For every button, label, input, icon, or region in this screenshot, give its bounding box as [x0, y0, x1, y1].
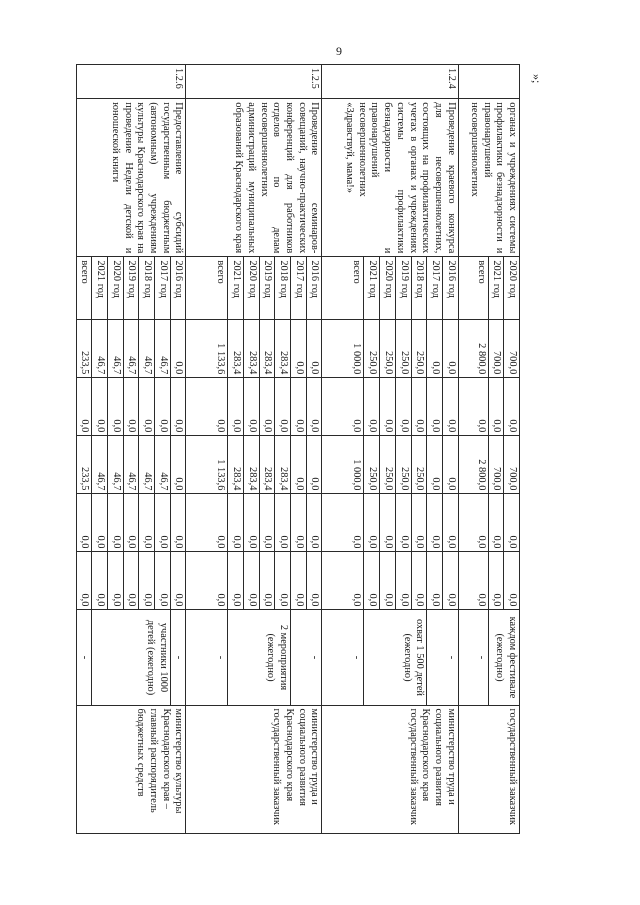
- value-other: 0,0: [259, 552, 275, 610]
- value-local: 0,0: [364, 494, 380, 552]
- value-local: 0,0: [411, 494, 427, 552]
- year-label: 2019 год: [123, 257, 139, 320]
- value-other: 0,0: [186, 552, 228, 610]
- program-activities-table: [76, 64, 520, 834]
- value-other: 0,0: [76, 552, 92, 610]
- year-label: 2018 год: [411, 257, 427, 320]
- value-other: 0,0: [488, 552, 504, 610]
- value-total: 0,0: [442, 320, 458, 378]
- year-label: 2021 год: [92, 257, 108, 320]
- table-row: [442, 65, 458, 834]
- value-regional: 283,4: [275, 436, 291, 494]
- year-label: 2021 год: [488, 257, 504, 320]
- value-other: 0,0: [228, 552, 244, 610]
- value-other: 0,0: [322, 552, 364, 610]
- value-federal: 0,0: [107, 378, 123, 436]
- value-federal: 0,0: [411, 378, 427, 436]
- item-title: Проведение семинаров-совещаний, научно-практических конференций для работников отделов по делам несовершеннолетних администраций муниципальных образований Краснодарского края: [186, 99, 322, 257]
- value-total: 0,0: [427, 320, 443, 378]
- year-label: 2016 год: [170, 257, 186, 320]
- value-other: 0,0: [155, 552, 171, 610]
- value-regional: 700,0: [488, 436, 504, 494]
- value-regional: 46,7: [92, 436, 108, 494]
- year-label: 2019 год: [259, 257, 275, 320]
- value-total: 1 000,0: [322, 320, 364, 378]
- value-total: 46,7: [155, 320, 171, 378]
- value-other: 0,0: [458, 552, 488, 610]
- item-responsible: государственный заказчик: [458, 705, 519, 833]
- value-total: 250,0: [380, 320, 396, 378]
- item-number: 1.2.4: [322, 65, 458, 99]
- value-other: 0,0: [139, 552, 155, 610]
- value-local: 0,0: [504, 494, 520, 552]
- value-other: 0,0: [244, 552, 260, 610]
- value-federal: 0,0: [76, 378, 92, 436]
- value-regional: 1 000,0: [322, 436, 364, 494]
- value-local: 0,0: [170, 494, 186, 552]
- value-federal: 0,0: [259, 378, 275, 436]
- value-other: 0,0: [380, 552, 396, 610]
- year-label: 2020 год: [504, 257, 520, 320]
- value-regional: 250,0: [411, 436, 427, 494]
- value-local: 0,0: [488, 494, 504, 552]
- item-title: органах и учреждениях системы профилактики безнадзорности и правонарушений несовершеннолетних: [458, 99, 519, 257]
- year-label: 2019 год: [395, 257, 411, 320]
- value-regional: 1 133,6: [186, 436, 228, 494]
- value-regional: 46,7: [155, 436, 171, 494]
- item-result-dash: -: [170, 610, 186, 705]
- value-other: 0,0: [427, 552, 443, 610]
- value-regional: 233,5: [76, 436, 92, 494]
- value-local: 0,0: [458, 494, 488, 552]
- item-title: Проведение краевого конкурса для несовершеннолетних, состоящих на профилактических учетах в органах и учреждениях системы профилактики безнадзорности и правонарушений несовершеннолетних «Здравствуй, мама!»: [322, 99, 458, 257]
- value-local: 0,0: [244, 494, 260, 552]
- value-federal: 0,0: [364, 378, 380, 436]
- value-regional: 0,0: [442, 436, 458, 494]
- value-other: 0,0: [291, 552, 307, 610]
- item-result: каждом фестивале (ежегодно): [488, 610, 519, 705]
- year-label: всего: [458, 257, 488, 320]
- value-federal: 0,0: [380, 378, 396, 436]
- value-total: 250,0: [364, 320, 380, 378]
- value-regional: 0,0: [170, 436, 186, 494]
- value-federal: 0,0: [442, 378, 458, 436]
- value-local: 0,0: [291, 494, 307, 552]
- closing-quote-mark: »;: [530, 74, 544, 84]
- year-label: всего: [322, 257, 364, 320]
- value-regional: 46,7: [107, 436, 123, 494]
- value-total: 46,7: [92, 320, 108, 378]
- value-local: 0,0: [442, 494, 458, 552]
- page-number: 9: [336, 44, 342, 58]
- year-label: 2020 год: [244, 257, 260, 320]
- value-federal: 0,0: [139, 378, 155, 436]
- item-result-dash: -: [458, 610, 488, 705]
- value-other: 0,0: [442, 552, 458, 610]
- item-result: охват 1 500 детей (ежегодно): [364, 610, 427, 705]
- value-total: 700,0: [488, 320, 504, 378]
- value-federal: 0,0: [458, 378, 488, 436]
- year-label: 2020 год: [107, 257, 123, 320]
- value-local: 0,0: [139, 494, 155, 552]
- value-federal: 0,0: [395, 378, 411, 436]
- value-other: 0,0: [170, 552, 186, 610]
- value-total: 0,0: [291, 320, 307, 378]
- value-regional: 283,4: [228, 436, 244, 494]
- value-federal: 0,0: [170, 378, 186, 436]
- year-label: 2016 год: [306, 257, 322, 320]
- value-total: 283,4: [259, 320, 275, 378]
- year-label: 2018 год: [275, 257, 291, 320]
- item-result: 2 мероприятия (ежегодно): [228, 610, 291, 705]
- value-local: 0,0: [123, 494, 139, 552]
- value-local: 0,0: [322, 494, 364, 552]
- value-total: 2 800,0: [458, 320, 488, 378]
- value-federal: 0,0: [186, 378, 228, 436]
- item-responsible: министерство труда и социального развития Краснодарского края государственный заказчик: [186, 705, 322, 833]
- value-regional: 250,0: [380, 436, 396, 494]
- value-regional: 46,7: [139, 436, 155, 494]
- item-result-dash: -: [322, 610, 364, 705]
- year-label: 2020 год: [380, 257, 396, 320]
- value-regional: 250,0: [364, 436, 380, 494]
- value-regional: 46,7: [123, 436, 139, 494]
- value-local: 0,0: [306, 494, 322, 552]
- value-regional: 0,0: [427, 436, 443, 494]
- value-regional: 283,4: [259, 436, 275, 494]
- item-responsible: министерство культуры Краснодарского края – главный распорядитель бюджетных средств: [76, 705, 186, 833]
- value-total: 0,0: [306, 320, 322, 378]
- value-federal: 0,0: [228, 378, 244, 436]
- value-federal: 0,0: [322, 378, 364, 436]
- value-other: 0,0: [504, 552, 520, 610]
- value-federal: 0,0: [275, 378, 291, 436]
- value-total: 0,0: [170, 320, 186, 378]
- item-responsible: министерство труда и социального развития Краснодарского края государственный заказчик: [322, 705, 458, 833]
- value-total: 1 133,6: [186, 320, 228, 378]
- value-total: 250,0: [411, 320, 427, 378]
- value-regional: 250,0: [395, 436, 411, 494]
- value-local: 0,0: [155, 494, 171, 552]
- value-other: 0,0: [107, 552, 123, 610]
- value-regional: 0,0: [306, 436, 322, 494]
- year-label: 2018 год: [139, 257, 155, 320]
- value-other: 0,0: [123, 552, 139, 610]
- year-label: 2021 год: [364, 257, 380, 320]
- value-total: 46,7: [123, 320, 139, 378]
- item-result: участники 1000 детей (ежегодно): [92, 610, 170, 705]
- table-row: [504, 65, 520, 834]
- value-local: 0,0: [186, 494, 228, 552]
- value-other: 0,0: [395, 552, 411, 610]
- item-result-dash: -: [76, 610, 92, 705]
- value-federal: 0,0: [244, 378, 260, 436]
- value-other: 0,0: [411, 552, 427, 610]
- item-result-dash: -: [427, 610, 458, 705]
- year-label: всего: [186, 257, 228, 320]
- value-total: 283,4: [275, 320, 291, 378]
- table-row: [306, 65, 322, 834]
- value-local: 0,0: [427, 494, 443, 552]
- value-federal: 0,0: [504, 378, 520, 436]
- year-label: 2016 год: [442, 257, 458, 320]
- value-local: 0,0: [228, 494, 244, 552]
- value-local: 0,0: [92, 494, 108, 552]
- value-local: 0,0: [275, 494, 291, 552]
- value-regional: 2 800,0: [458, 436, 488, 494]
- value-total: 46,7: [107, 320, 123, 378]
- item-title: Предоставление субсидий государственным бюджетным (автономным) учреждениям культуры Краснодарского края на проведение Недели детской и юношеской книги: [76, 99, 186, 257]
- year-label: 2017 год: [291, 257, 307, 320]
- value-local: 0,0: [76, 494, 92, 552]
- value-other: 0,0: [92, 552, 108, 610]
- value-federal: 0,0: [123, 378, 139, 436]
- year-label: 2021 год: [228, 257, 244, 320]
- value-federal: 0,0: [427, 378, 443, 436]
- item-number: 1.2.5: [186, 65, 322, 99]
- value-federal: 0,0: [291, 378, 307, 436]
- value-local: 0,0: [380, 494, 396, 552]
- year-label: 2017 год: [155, 257, 171, 320]
- value-total: 700,0: [504, 320, 520, 378]
- value-local: 0,0: [107, 494, 123, 552]
- program-activities-table-wrapper: [79, 64, 520, 834]
- value-total: 233,5: [76, 320, 92, 378]
- value-other: 0,0: [364, 552, 380, 610]
- item-number-cell: [458, 65, 519, 99]
- year-label: всего: [76, 257, 92, 320]
- value-federal: 0,0: [92, 378, 108, 436]
- value-federal: 0,0: [488, 378, 504, 436]
- value-regional: 700,0: [504, 436, 520, 494]
- value-local: 0,0: [259, 494, 275, 552]
- item-number: 1.2.6: [76, 65, 186, 99]
- value-federal: 0,0: [306, 378, 322, 436]
- value-local: 0,0: [395, 494, 411, 552]
- value-total: 46,7: [139, 320, 155, 378]
- value-other: 0,0: [275, 552, 291, 610]
- table-row: [170, 65, 186, 834]
- value-federal: 0,0: [155, 378, 171, 436]
- value-regional: 283,4: [244, 436, 260, 494]
- value-other: 0,0: [306, 552, 322, 610]
- item-result-dash: -: [291, 610, 322, 705]
- value-total: 283,4: [228, 320, 244, 378]
- item-result-dash: -: [186, 610, 228, 705]
- value-total: 283,4: [244, 320, 260, 378]
- year-label: 2017 год: [427, 257, 443, 320]
- value-total: 250,0: [395, 320, 411, 378]
- value-regional: 0,0: [291, 436, 307, 494]
